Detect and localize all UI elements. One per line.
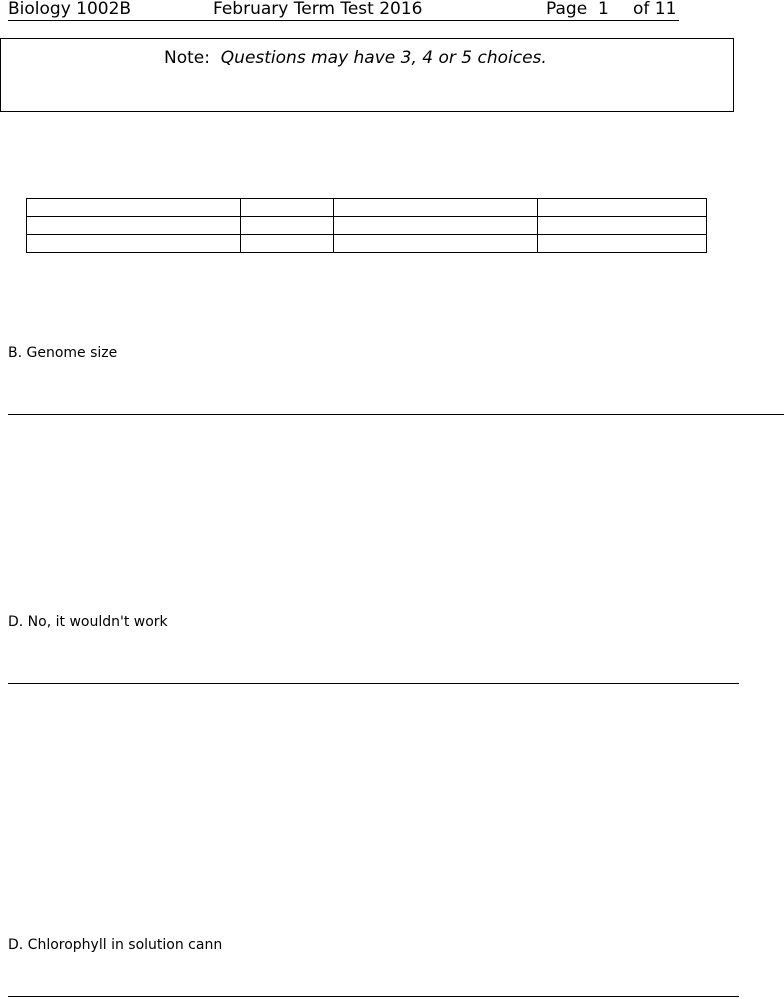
page-total: of 11 [633,0,677,19]
table-cell [334,199,538,217]
table-cell [27,217,241,235]
table-cell [334,217,538,235]
divider-line [8,683,739,684]
table-cell [334,235,538,253]
divider-line [8,996,739,997]
page-number: 1 [597,0,609,19]
table-row [27,217,707,235]
answer-no-it-wouldnt-work: D. No, it wouldn't work [8,614,168,630]
table-cell [538,199,707,217]
table-row [27,199,707,217]
note-text [164,48,547,68]
page-label: Page [546,0,588,19]
note-label: Note: [164,48,210,68]
answer-chlorophyll: D. Chlorophyll in solution cann [8,937,223,953]
empty-table [26,198,707,253]
test-title: February Term Test 2016 [213,0,423,19]
page-header [8,0,679,21]
course-title: Biology 1002B [8,0,132,19]
table-cell [538,217,707,235]
table-row [27,235,707,253]
answer-genome-size: B. Genome size [8,345,118,361]
table-cell [241,217,334,235]
table-cell [27,199,241,217]
note-body: Questions may have 3, 4 or 5 choices. [220,48,547,68]
divider-line [8,414,784,415]
table-cell [241,199,334,217]
table-cell [538,235,707,253]
table-cell [27,235,241,253]
page-indicator [546,0,609,18]
table-cell [241,235,334,253]
